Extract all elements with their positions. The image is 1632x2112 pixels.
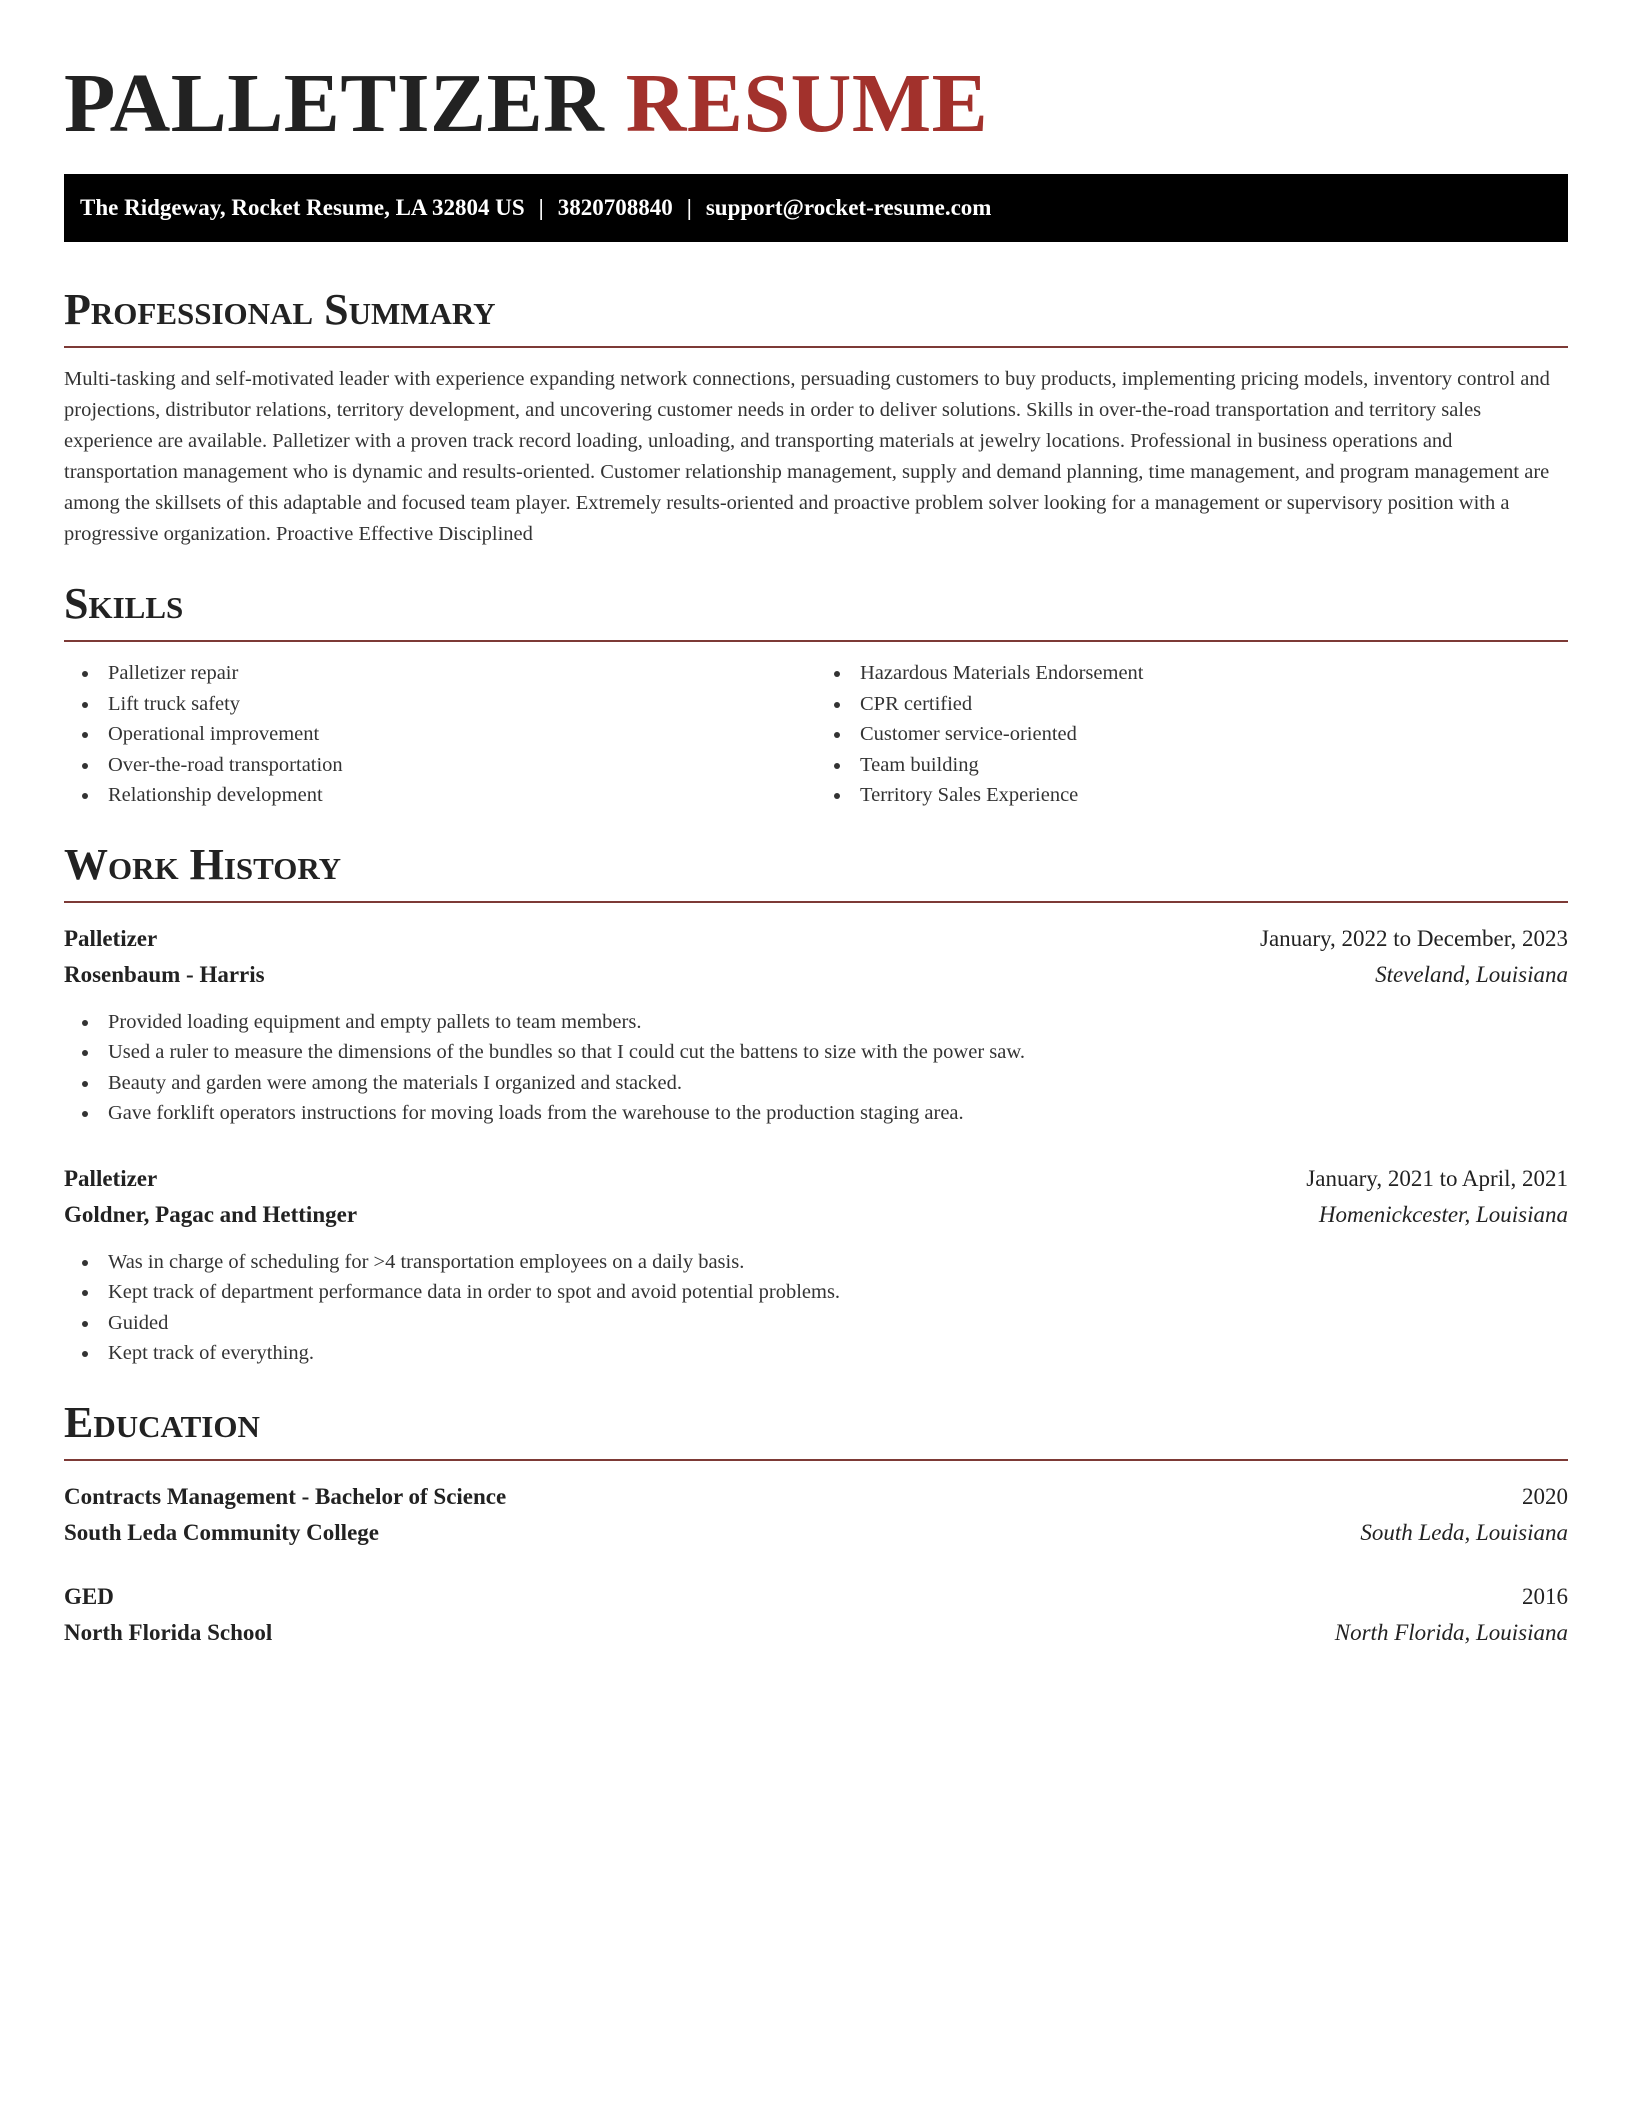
education-location: North Florida, Louisiana <box>1334 1619 1568 1645</box>
skill-item: Lift truck safety <box>64 689 816 720</box>
skill-item: Customer service-oriented <box>816 719 1568 750</box>
education-degree: Contracts Management - Bachelor of Science <box>64 1483 507 1509</box>
skills-column-left <box>64 658 816 811</box>
skill-item: Relationship development <box>64 780 816 811</box>
job-position: Palletizer <box>64 1165 158 1191</box>
education-degree-row <box>64 1579 1568 1615</box>
contact-separator: | <box>686 195 692 220</box>
job-location: Steveland, Louisiana <box>1375 961 1568 987</box>
skills-column-right <box>816 658 1568 811</box>
skills-grid <box>64 658 1568 811</box>
education-school: North Florida School <box>64 1619 273 1645</box>
job-bullet: Was in charge of scheduling for >4 transportation employees on a daily basis. <box>64 1247 1568 1278</box>
job-bullet: Kept track of everything. <box>64 1338 1568 1369</box>
job-bullets <box>64 1247 1568 1369</box>
section-title-skills: Skills <box>64 578 1568 642</box>
contact-phone: 3820708840 <box>557 195 673 220</box>
education-entry <box>64 1579 1568 1651</box>
job-bullet: Gave forklift operators instructions for moving loads from the warehouse to the production staging area. <box>64 1098 1568 1129</box>
education-school-row <box>64 1515 1568 1551</box>
job-company: Goldner, Pagac and Hettinger <box>64 1201 358 1227</box>
education-location: South Leda, Louisiana <box>1360 1519 1568 1545</box>
section-title-education: Education <box>64 1397 1568 1461</box>
job-entry <box>64 1161 1568 1369</box>
job-bullet: Used a ruler to measure the dimensions of the bundles so that I could cut the battens to size with the power saw. <box>64 1037 1568 1068</box>
skill-item: Operational improvement <box>64 719 816 750</box>
job-bullets <box>64 1007 1568 1129</box>
education-school: South Leda Community College <box>64 1519 379 1545</box>
skill-item: Hazardous Materials Endorsement <box>816 658 1568 689</box>
job-company: Rosenbaum - Harris <box>64 961 265 987</box>
education-year: 2016 <box>1522 1583 1568 1609</box>
education-degree: GED <box>64 1583 114 1609</box>
education-degree-row <box>64 1479 1568 1515</box>
contact-bar <box>64 174 1568 242</box>
job-dates: January, 2021 to April, 2021 <box>1306 1165 1568 1191</box>
job-entry <box>64 921 1568 1129</box>
job-company-row <box>64 957 1568 993</box>
job-bullet: Provided loading equipment and empty pallets to team members. <box>64 1007 1568 1038</box>
job-bullet: Beauty and garden were among the materials I organized and stacked. <box>64 1068 1568 1099</box>
job-location: Homenickcester, Louisiana <box>1318 1201 1568 1227</box>
contact-email: support@rocket-resume.com <box>705 195 992 220</box>
section-title-work: Work History <box>64 839 1568 903</box>
job-bullet: Guided <box>64 1308 1568 1339</box>
skill-item: CPR certified <box>816 689 1568 720</box>
contact-address: The Ridgeway, Rocket Resume, LA 32804 US <box>80 195 525 220</box>
job-dates: January, 2022 to December, 2023 <box>1260 925 1568 951</box>
job-position: Palletizer <box>64 925 158 951</box>
skill-item: Territory Sales Experience <box>816 780 1568 811</box>
section-title-summary: Professional Summary <box>64 284 1568 348</box>
summary-text: Multi-tasking and self-motivated leader with experience expanding network connections, persuading customers to buy products, implementing pricing models, inventory control and projections, distributor relations, territory development, and uncovering customer needs in order to deliver solutions. Skills in over-the-road transportation and territory sales experience are available. Palletizer with a proven track record loading, unloading, and transporting materials at jewelry locations. Professional in business operations and transportation management who is dynamic and results-oriented. Customer relationship management, supply and demand planning, time management, and program management are among the skillsets of this adaptable and focused team player. Extremely results-oriented and proactive problem solver looking for a management or supervisory position with a progressive organization. Proactive Effective Disciplined <box>64 368 1550 545</box>
education-year: 2020 <box>1522 1483 1568 1509</box>
name-last: RESUME <box>625 57 989 150</box>
name-first: PALLETIZER <box>64 57 605 150</box>
skill-item: Palletizer repair <box>64 658 816 689</box>
education-school-row <box>64 1615 1568 1651</box>
job-header-row <box>64 921 1568 957</box>
job-company-row <box>64 1197 1568 1233</box>
skill-item: Over-the-road transportation <box>64 750 816 781</box>
job-header-row <box>64 1161 1568 1197</box>
contact-separator: | <box>538 195 544 220</box>
job-bullet: Kept track of department performance data in order to spot and avoid potential problems. <box>64 1277 1568 1308</box>
education-entry <box>64 1479 1568 1551</box>
skill-item: Team building <box>816 750 1568 781</box>
resume-name <box>64 0 1568 150</box>
